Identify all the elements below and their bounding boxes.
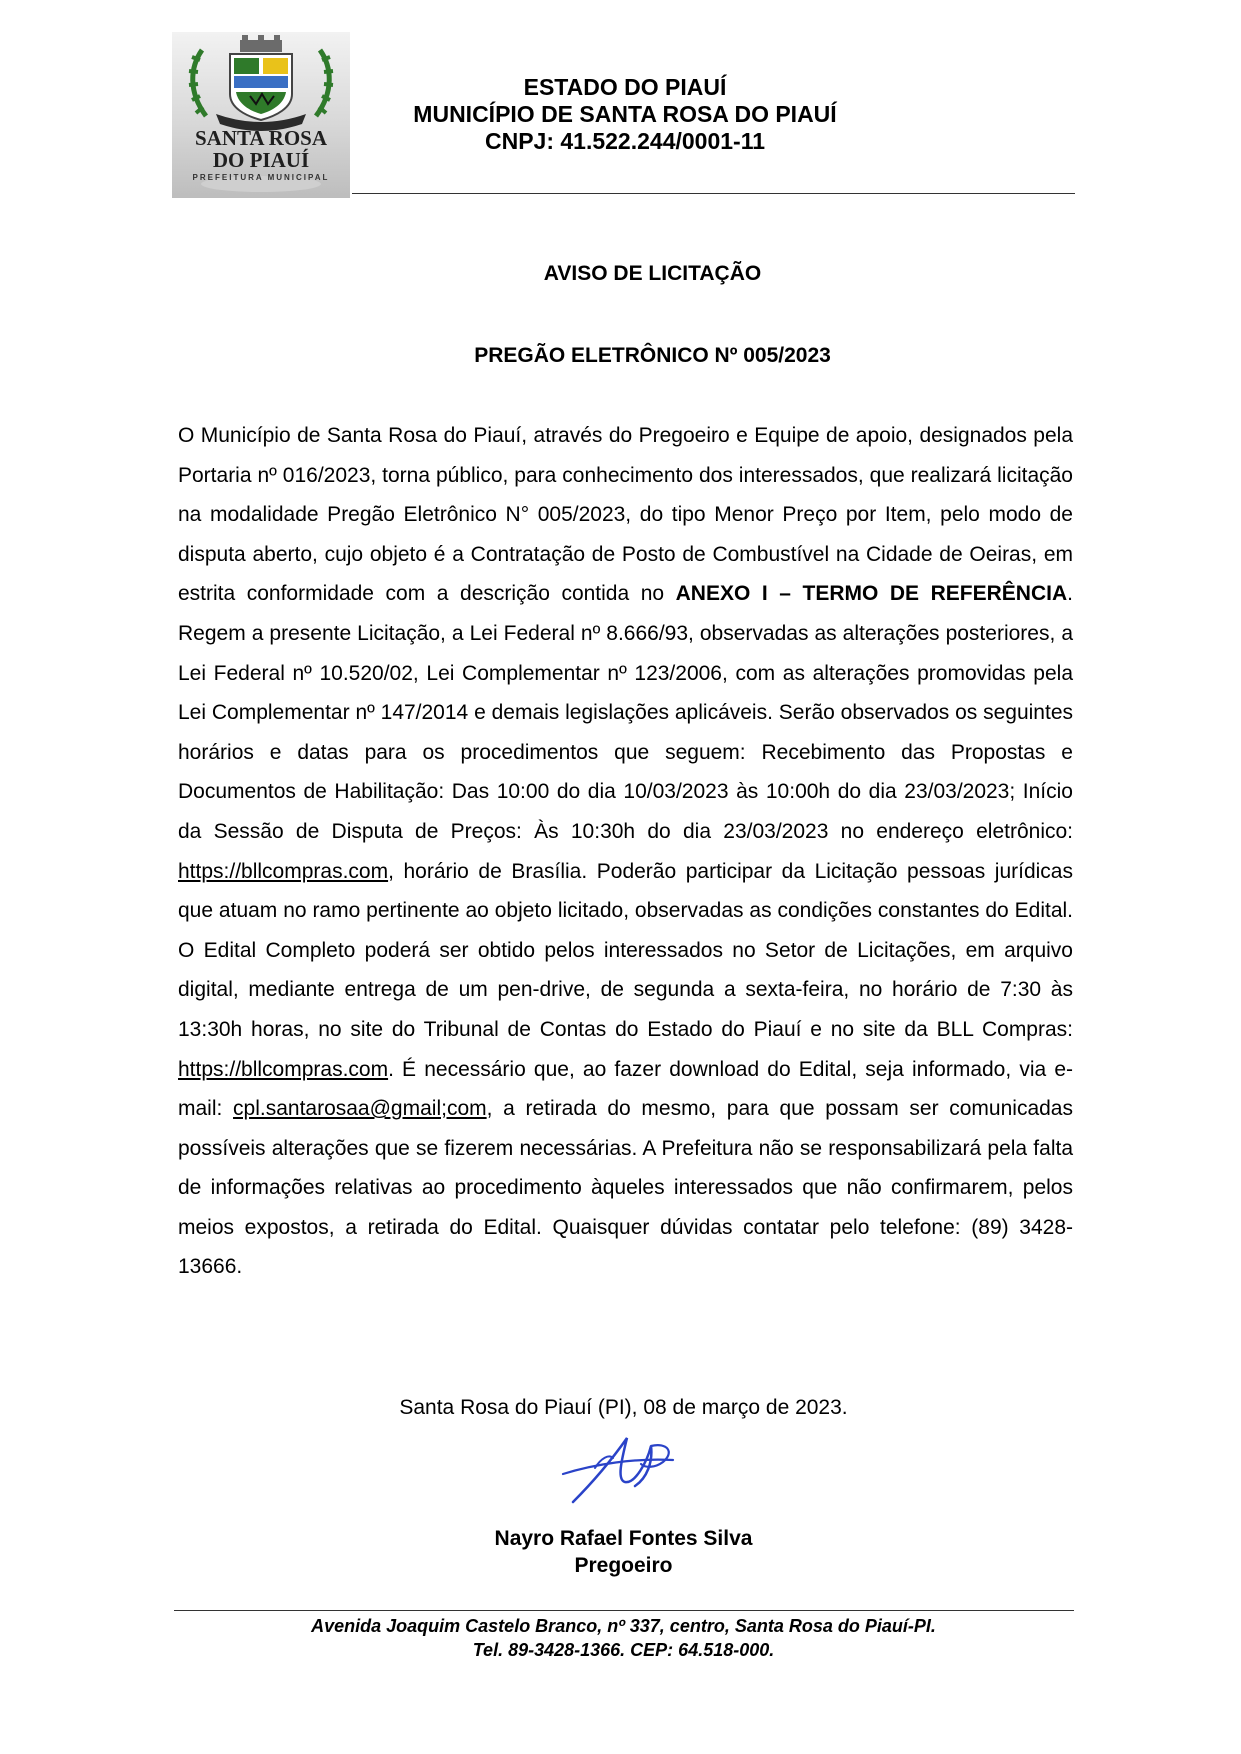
document-subtitle: PREGÃO ELETRÔNICO Nº 005/2023 bbox=[474, 344, 831, 367]
signer-role: Pregoeiro bbox=[574, 1554, 673, 1577]
footer-phone-cep: Tel. 89-3428-1366. CEP: 64.518-000. bbox=[472, 1640, 775, 1660]
contact-email-link[interactable]: cpl.santarosaa@gmail;com bbox=[233, 1097, 487, 1121]
header-municipality: MUNICÍPIO DE SANTA ROSA DO PIAUÍ bbox=[413, 101, 837, 127]
logo-title-line2: DO PIAUÍ bbox=[212, 148, 310, 172]
body-text-part2: . Regem a presente Licitação, a Lei Federal nº 8.666/93, observadas as alterações posteriores, a Lei Federal nº 10.520/02, Lei Complementar nº 123/2006, com as alterações promovidas pela Lei Complementar nº 147/2014 e demais legislações aplicáveis. Serão observados os seguintes horários e datas para os procedimentos que seguem: Recebimento das Propostas e Documentos de Habilitação: Das 10:00 do dia 10/03/2023 às 10:00h do dia 23/03/2023; Início da Sessão de Disputa de Preços: Às 10:30h do dia 23/03/2023 no endereço eletrônico: bbox=[178, 582, 1073, 843]
footer-address: Avenida Joaquim Castelo Branco, nº 337, centro, Santa Rosa do Piauí-PI. bbox=[311, 1616, 936, 1636]
body-text-part4: . É necessário que, ao fazer download do Edital, seja informado, via e-mail: bbox=[178, 1057, 1073, 1121]
municipal-logo bbox=[172, 32, 350, 198]
notice-body bbox=[178, 416, 1073, 1287]
header-state: ESTADO DO PIAUÍ bbox=[523, 74, 727, 100]
body-text-part1: O Município de Santa Rosa do Piauí, através do Pregoeiro e Equipe de apoio, designados pela Portaria nº 016/2023, torna público, para conhecimento dos interessados, que realizará licitação na modalidade Pregão Eletrônico N° 005/2023, do tipo Menor Preço por Item, pelo modo de disputa aberto, cujo objeto é a Contratação de Posto de Combustível na Cidade de Oeiras, em estrita conformidade com a descrição contida no bbox=[178, 424, 1073, 606]
logo-subtitle: PREFEITURA MUNICIPAL bbox=[192, 173, 330, 182]
body-text-part3: , horário de Brasília. Poderão participar da Licitação pessoas jurídicas que atuam no ramo pertinente ao objeto licitado, observadas as condições constantes do Edital. O Edital Completo poderá ser obtido pelos interessados no Setor de Licitações, em arquivo digital, mediante entrega de um pen-drive, de segunda a sexta-feira, no horário de 7:30 às 13:30h horas, no site do Tribunal de Contas do Estado do Piauí e no site da BLL Compras: bbox=[178, 859, 1073, 1041]
signer-name: Nayro Rafael Fontes Silva bbox=[494, 1527, 753, 1550]
header-cnpj: CNPJ: 41.522.244/0001-11 bbox=[484, 128, 766, 154]
bllcompras-link-2[interactable]: https://bllcompras.com bbox=[178, 1057, 389, 1081]
bllcompras-link-1[interactable]: https://bllcompras.com bbox=[178, 859, 389, 883]
footer-divider bbox=[174, 1610, 1074, 1611]
signature-icon bbox=[555, 1428, 685, 1508]
body-annex-reference: ANEXO I – TERMO DE REFERÊNCIA bbox=[675, 582, 1068, 606]
header-divider bbox=[352, 193, 1075, 194]
date-line: Santa Rosa do Piauí (PI), 08 de março de 2023. bbox=[399, 1396, 848, 1419]
letterhead bbox=[360, 74, 890, 155]
document-title: AVISO DE LICITAÇÃO bbox=[543, 262, 762, 285]
logo-title-line1: SANTA ROSA bbox=[194, 126, 328, 150]
body-text-part5: , a retirada do mesmo, para que possam ser comunicadas possíveis alterações que se fizerem necessárias. A Prefeitura não se responsabilizará pela falta de informações relativas ao procedimento àqueles interessados que não confirmarem, pelos meios expostos, a retirada do Edital. Quaisquer dúvidas contatar pelo telefone: (89) 3428-13666. bbox=[178, 1097, 1073, 1279]
handwritten-signature bbox=[555, 1428, 685, 1513]
